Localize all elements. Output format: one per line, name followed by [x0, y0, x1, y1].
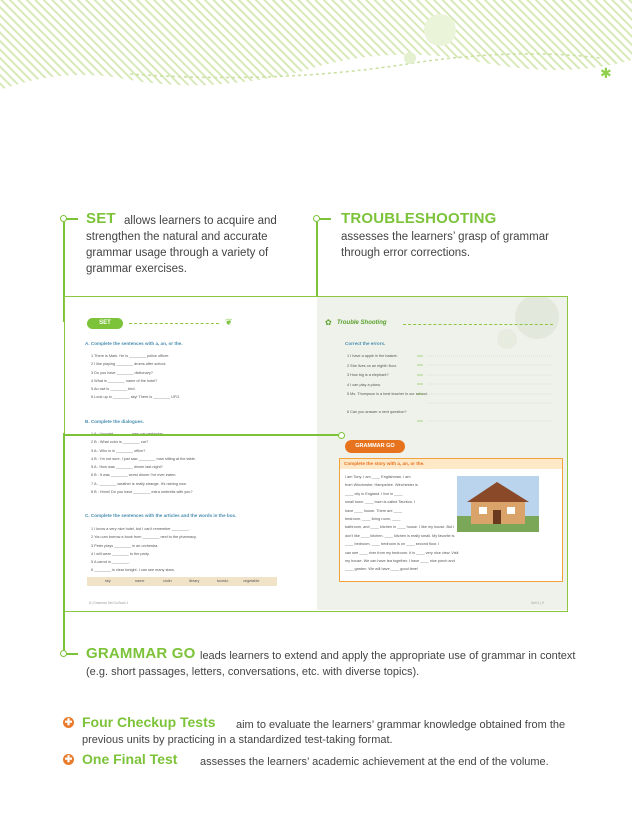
list-item: 5 A : How was ________ dinner last night? — [91, 465, 163, 470]
list-item: 3 A : Who is in ________ office? — [91, 448, 146, 453]
story-line: from Winchester, Hampshire. Winchester is — [345, 483, 418, 488]
answer-lines — [417, 352, 557, 432]
house-illustration — [457, 476, 539, 532]
grammar-go-connector-horizontal — [63, 434, 339, 436]
checkup-tests-desc-1: aim to evaluate the learners’ grammar knowledge obtained from the — [236, 719, 566, 731]
list-item: 2 You can borrow a book from ________ next to the pharmacy. — [91, 535, 197, 540]
set-tag: SET — [87, 318, 123, 329]
left-section-b-list — [91, 430, 196, 496]
list-item: 2 I like playing ________ drums after school. — [91, 362, 167, 367]
leaf-icon: ❦ — [225, 317, 233, 327]
troubleshooting-callout-line — [319, 218, 331, 220]
story-line: bathroom, and ____ kitchen in ____ house. I like my house. But I — [345, 525, 455, 530]
word-box-item: name — [135, 579, 145, 583]
list-item: 4 I will wear ________ to the party. — [91, 551, 150, 556]
turtle-icon: ✿ — [325, 318, 332, 327]
story-line: my house. We can have tea together. I have ____ nice porch and — [345, 559, 455, 564]
left-section-b-heading: B. Complete the dialogues. — [85, 419, 144, 424]
story-line: ____ bedroom. ____ bedroom is on ____ second floor. I — [345, 542, 440, 547]
list-item: 6 ________ is clear tonight. I can see many stars. — [91, 568, 175, 573]
grammar-go-callout-line — [66, 653, 78, 655]
word-box-item: violin — [163, 579, 172, 583]
grammar-go-heading: Complete the story with a, an, or the. — [344, 461, 425, 466]
word-box-item: tuxedo — [217, 579, 229, 583]
right-section-list — [347, 352, 428, 417]
right-page — [317, 297, 567, 610]
list-item: 1 There is Mark. He is ________ police officer. — [91, 354, 170, 358]
list-item: 1 I know a very nice hotel, but I can't remember ________. — [91, 527, 190, 531]
svg-text:✱: ✱ — [600, 66, 612, 82]
book-spread — [64, 296, 568, 612]
list-item: 2 B : What color is ________ car? — [91, 440, 149, 445]
list-item: 1 I have a apple in the basket. — [347, 354, 398, 358]
set-callout-title: SET — [86, 210, 116, 227]
word-box-item: library — [189, 579, 200, 583]
list-item: 5 An owl is ________ bird. — [91, 387, 136, 392]
left-section-c-list — [91, 525, 197, 575]
right-page-footer: Unit 1 | 9 — [531, 601, 544, 605]
list-item: 7 A : ________ weather is really strange. It's raining now. — [91, 481, 187, 486]
grammar-go-callout-desc-1: leads learners to extend and apply the appropriate use of grammar in context — [200, 650, 576, 662]
list-item: 6 B : It was ________ worst dinner I've ever eaten. — [91, 473, 177, 478]
grammar-go-callout-title: GRAMMAR GO — [86, 645, 196, 662]
set-callout-desc-1: allows learners to acquire and — [124, 215, 277, 227]
plus-bullet-icon: ✚ — [64, 754, 73, 764]
story-line: can see ____ river from my bedroom. It is ____ very nice view. Visit — [345, 550, 459, 555]
checkup-tests-title: Four Checkup Tests — [82, 714, 216, 730]
word-box-item: sky — [105, 579, 111, 583]
set-callout-desc-2: strengthen the natural and accurate — [86, 231, 268, 243]
story-line: ____ city in England. I live in ____ — [345, 491, 403, 496]
left-page-footer: 8 | Grammar Set Go Book 1 — [89, 601, 129, 605]
troubleshooting-callout-title: TROUBLESHOOTING — [341, 210, 497, 227]
story-line: don't like ____ kitchen. ____ kitchen is really small. My favorite is — [345, 533, 455, 538]
right-section-heading: Correct the errors. — [345, 341, 386, 346]
set-callout-desc-4: grammar exercises. — [86, 263, 187, 275]
grammar-go-tag: GRAMMAR GO — [345, 440, 405, 453]
set-tag-rule — [129, 323, 219, 324]
left-page — [65, 297, 317, 610]
set-callout-desc-3: grammar usage through a variety of — [86, 247, 269, 259]
grammar-go-connector-vertical — [63, 433, 65, 651]
grammar-go-anchor-dot — [338, 432, 345, 439]
list-item: 6 Can you answer a next question? — [347, 409, 407, 414]
list-item: 4 What is ________ name of the hotel? — [91, 378, 158, 383]
left-section-c-heading: C. Complete the sentences with the articles and the words in the box. — [85, 513, 237, 518]
list-item: 5 A carrot is ________. — [91, 560, 130, 565]
troubleshooting-callout-desc-1: assesses the learners’ grasp of grammar — [341, 231, 549, 243]
story-line: ____ garden. We will have ____ good time! — [345, 567, 418, 572]
troubleshooting-tag: Trouble Shooting — [337, 320, 387, 326]
story-line: I am Tony. I am ____ Englishman. I am — [345, 475, 411, 479]
word-box — [87, 577, 277, 586]
list-item: 6 Look up in ________ sky! There is ________ UFO. — [91, 395, 181, 400]
ts-tag-rule — [403, 324, 553, 325]
troubleshooting-callout-desc-2: through error corrections. — [341, 247, 471, 259]
list-item: 3 Do you have ________ dictionary? — [91, 370, 153, 375]
list-item: 4 B : I'm not sure. I just saw ________ man sitting at the table. — [91, 456, 196, 461]
final-test-title: One Final Test — [82, 751, 178, 767]
left-section-a-list — [91, 352, 180, 402]
set-callout-line — [66, 218, 78, 220]
list-item: 3 Peter plays ________ in an orchestra. — [91, 543, 159, 548]
plus-bullet-icon: ✚ — [64, 717, 73, 727]
list-item: 2 She lives on an eighth floor. — [347, 363, 397, 368]
grammar-go-story — [345, 473, 458, 574]
story-line: bedroom, ____ living room, ____ — [345, 517, 401, 522]
decorative-circles — [487, 297, 567, 357]
grammar-go-callout-desc-2: (e.g. short passages, letters, conversations, etc. with diverse topics). — [86, 666, 420, 678]
decorative-header — [0, 0, 632, 100]
left-section-a-heading: A. Complete the sentences with a, an, or the. — [85, 341, 183, 346]
story-line: small town. ____ town is called Taunton. I — [345, 500, 416, 505]
list-item: 4 I can play a piano. — [347, 382, 381, 387]
word-box-item: vegetable — [243, 579, 260, 583]
checkup-tests-desc-2: previous units by practicing in a standardized test-taking format. — [82, 734, 393, 746]
list-item: 8 B : Hmm! Do you have ________ extra umbrella with you? — [91, 490, 193, 495]
list-item: 5 Ms. Thompson is a best teacher in our school. — [347, 392, 428, 396]
list-item: 3 How big is a elephant? — [347, 373, 389, 377]
final-test-desc: assesses the learners’ academic achievement at the end of the volume. — [200, 756, 549, 768]
story-line: have ____ house. There are ____ — [345, 508, 403, 513]
